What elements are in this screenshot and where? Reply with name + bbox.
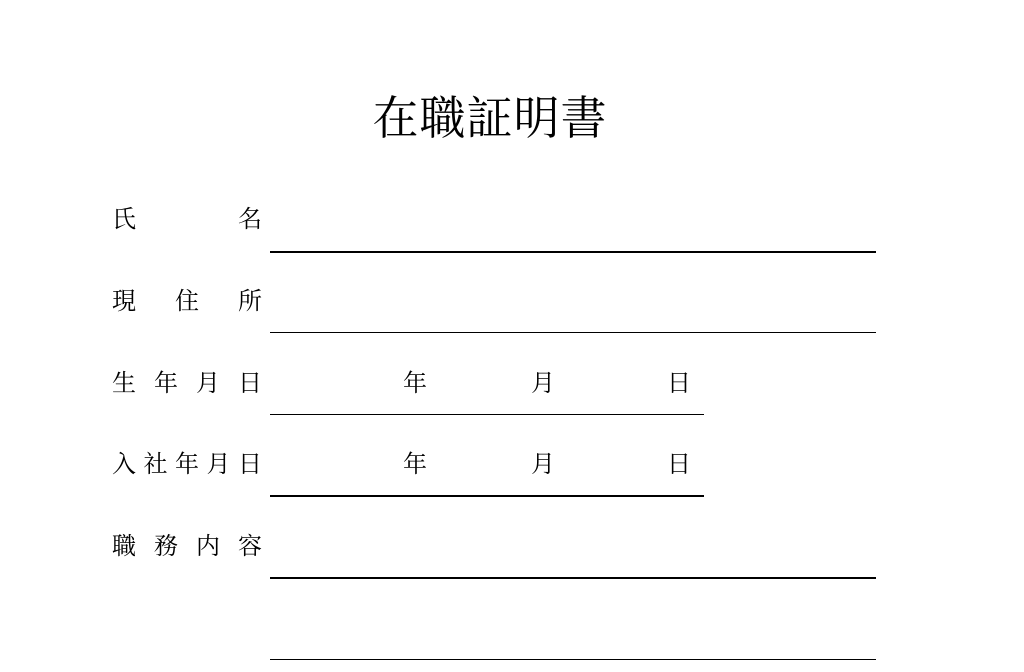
label-char: 日 bbox=[238, 450, 262, 478]
duties-field-line-1[interactable] bbox=[270, 577, 876, 579]
hire-date-label bbox=[112, 446, 262, 482]
birth-year-unit: 年 bbox=[403, 369, 427, 397]
address-field-line[interactable] bbox=[270, 332, 876, 333]
duties-field-line-2[interactable] bbox=[270, 659, 876, 660]
address-label bbox=[112, 283, 262, 319]
label-char: 内 bbox=[196, 532, 220, 560]
hire-month-unit: 月 bbox=[531, 450, 555, 478]
label-char: 氏 bbox=[112, 205, 136, 233]
document-title: 在職証明書 bbox=[372, 91, 608, 145]
label-char: 容 bbox=[238, 532, 262, 560]
hire-year-unit: 年 bbox=[403, 450, 427, 478]
label-char: 住 bbox=[175, 287, 199, 315]
label-char: 名 bbox=[238, 205, 262, 233]
label-char: 年 bbox=[154, 369, 178, 397]
label-char: 年 bbox=[175, 450, 199, 478]
label-char: 生 bbox=[112, 369, 136, 397]
birth-date-field-line[interactable] bbox=[270, 414, 704, 415]
name-field-line[interactable] bbox=[270, 251, 876, 253]
label-char: 日 bbox=[238, 369, 262, 397]
name-label bbox=[112, 201, 262, 237]
hire-day-unit: 日 bbox=[667, 450, 691, 478]
birth-day-unit: 日 bbox=[667, 369, 691, 397]
birth-date-label bbox=[112, 365, 262, 401]
label-char: 務 bbox=[154, 532, 178, 560]
label-char: 月 bbox=[196, 369, 220, 397]
label-char: 現 bbox=[112, 287, 136, 315]
birth-month-unit: 月 bbox=[531, 369, 555, 397]
duties-label bbox=[112, 528, 262, 564]
label-char: 所 bbox=[238, 287, 262, 315]
label-char: 社 bbox=[143, 450, 168, 478]
label-char: 職 bbox=[112, 532, 136, 560]
label-char: 入 bbox=[112, 450, 136, 478]
label-char: 月 bbox=[206, 450, 231, 478]
hire-date-field-line[interactable] bbox=[270, 495, 704, 497]
